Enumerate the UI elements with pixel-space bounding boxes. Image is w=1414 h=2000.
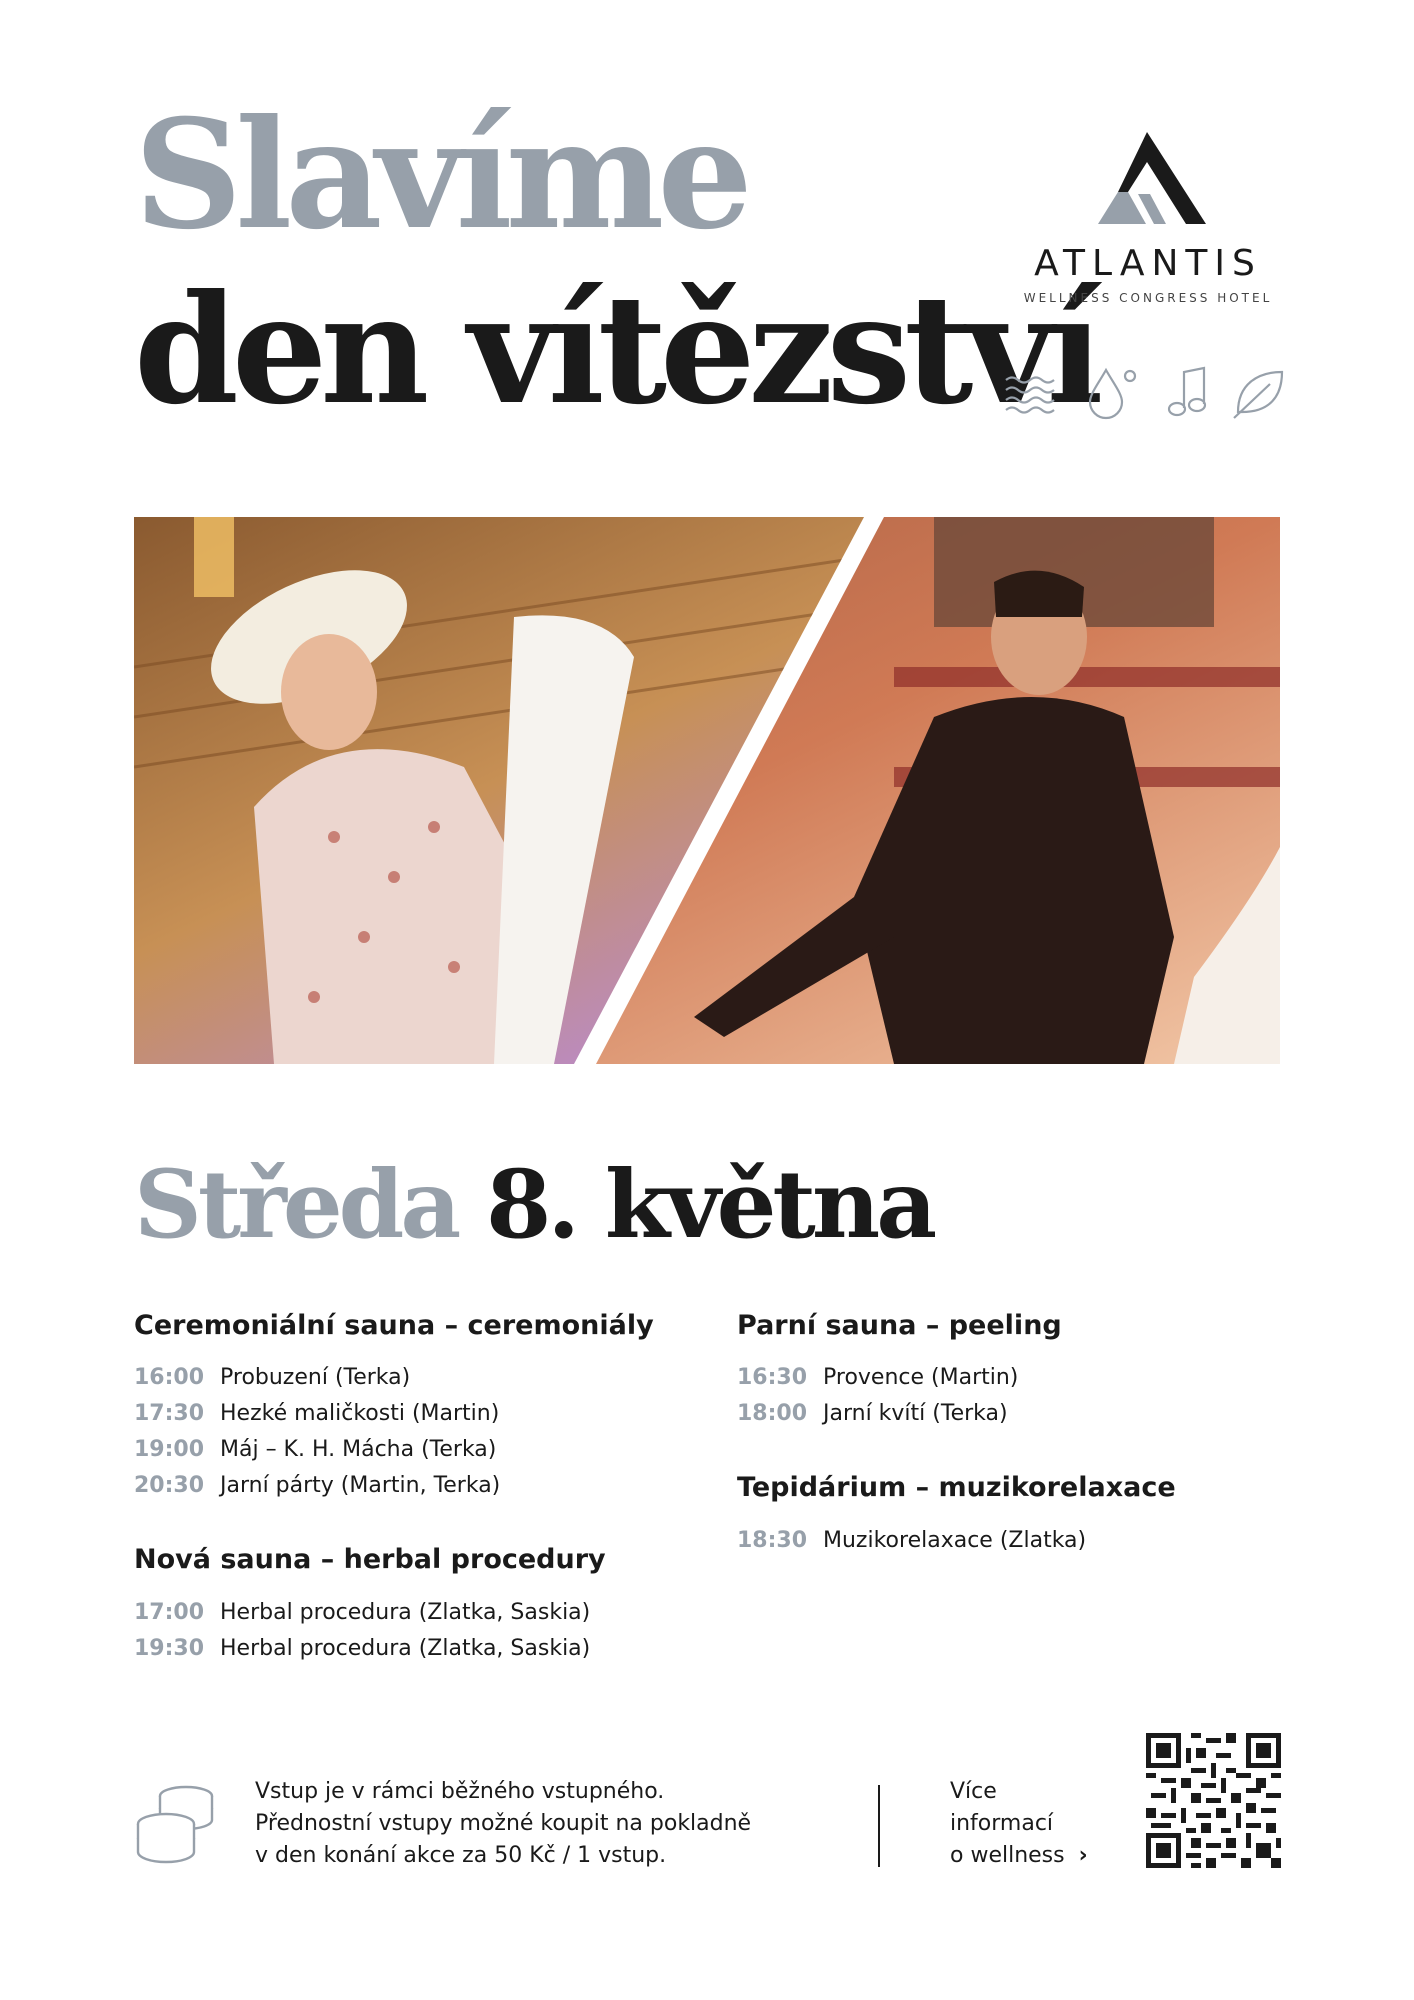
schedule-row: [134, 1360, 694, 1396]
chevron-right-icon: ›: [1078, 1843, 1088, 1868]
more-line-1: Více: [950, 1779, 997, 1804]
event-date: [134, 1150, 934, 1260]
title-line-1: Slavíme: [134, 87, 746, 263]
entry-line-1: Vstup je v rámci běžného vstupného.: [255, 1779, 665, 1804]
schedule-desc: Provence (Martin): [823, 1365, 1019, 1391]
more-line-3: o wellness: [950, 1843, 1065, 1868]
schedule-time: 19:00: [134, 1437, 205, 1463]
schedule-time: 20:30: [134, 1473, 205, 1499]
schedule-row: [737, 1396, 1297, 1432]
section-title: Tepidárium – muzikorelaxace: [737, 1472, 1176, 1504]
event-day: Středa: [134, 1150, 458, 1260]
schedule-row: [737, 1360, 1297, 1396]
schedule-right-column: [737, 1310, 1297, 1599]
footer-divider: [878, 1785, 880, 1867]
schedule-desc: Hezké maličkosti (Martin): [220, 1401, 500, 1427]
schedule-desc: Muzikorelaxace (Zlatka): [823, 1527, 1087, 1553]
schedule-desc: Herbal procedura (Zlatka, Saskia): [220, 1635, 591, 1661]
section-title: Parní sauna – peeling: [737, 1310, 1062, 1341]
schedule-desc: Probuzení (Terka): [220, 1365, 411, 1391]
waves-icon: [1004, 364, 1062, 420]
more-line-3-row: [950, 1840, 1088, 1872]
music-note-icon: [1160, 364, 1218, 420]
schedule-section: [737, 1310, 1297, 1432]
entry-line-2: Přednostní vstupy možné koupit na pokladně: [255, 1811, 752, 1836]
schedule-row: [134, 1396, 694, 1432]
schedule-row: [134, 1468, 694, 1504]
entry-info: [255, 1776, 751, 1872]
schedule-desc: Jarní párty (Martin, Terka): [220, 1473, 501, 1499]
more-line-2: informací: [950, 1811, 1054, 1836]
schedule-row: [737, 1523, 1297, 1559]
schedule-desc: Jarní kvítí (Terka): [823, 1401, 1008, 1427]
schedule-time: 16:00: [134, 1365, 205, 1391]
qr-code-icon[interactable]: [1146, 1733, 1281, 1868]
event-date-value: 8. května: [486, 1150, 934, 1260]
drop-icon: [1084, 364, 1142, 420]
schedule-row: [134, 1432, 694, 1468]
schedule-time: 16:30: [737, 1365, 808, 1391]
schedule-time: 17:30: [134, 1401, 205, 1427]
schedule-time: 19:30: [134, 1635, 205, 1661]
logo-name: ATLANTIS: [1034, 243, 1262, 284]
section-title: Nová sauna – herbal procedury: [134, 1544, 606, 1576]
more-info-link[interactable]: [950, 1776, 1088, 1872]
photo-collage-image: [134, 517, 1280, 1064]
schedule-row: [134, 1595, 694, 1631]
schedule-desc: Máj – K. H. Mácha (Terka): [220, 1437, 497, 1463]
schedule-section: [134, 1544, 694, 1666]
schedule-desc: Herbal procedura (Zlatka, Saskia): [220, 1599, 591, 1625]
schedule-time: 18:00: [737, 1401, 808, 1427]
leaf-icon: [1230, 364, 1288, 420]
entry-line-3: v den konání akce za 50 Kč / 1 vstup.: [255, 1843, 667, 1868]
schedule-section: [134, 1310, 694, 1504]
photo-collage: [134, 517, 1280, 1064]
schedule-time: 18:30: [737, 1527, 808, 1553]
section-title: Ceremoniální sauna – ceremoniály: [134, 1310, 654, 1341]
schedule-row: [134, 1631, 694, 1667]
atlantis-logo-icon: [1088, 132, 1206, 224]
title-line-2: den vítězství: [134, 262, 1097, 438]
coins-icon: [134, 1780, 218, 1864]
schedule-time: 17:00: [134, 1599, 205, 1625]
logo-subtitle: WELLNESS CONGRESS HOTEL: [1023, 291, 1273, 305]
schedule-left-column: [134, 1310, 694, 1707]
schedule-section: [737, 1472, 1297, 1558]
